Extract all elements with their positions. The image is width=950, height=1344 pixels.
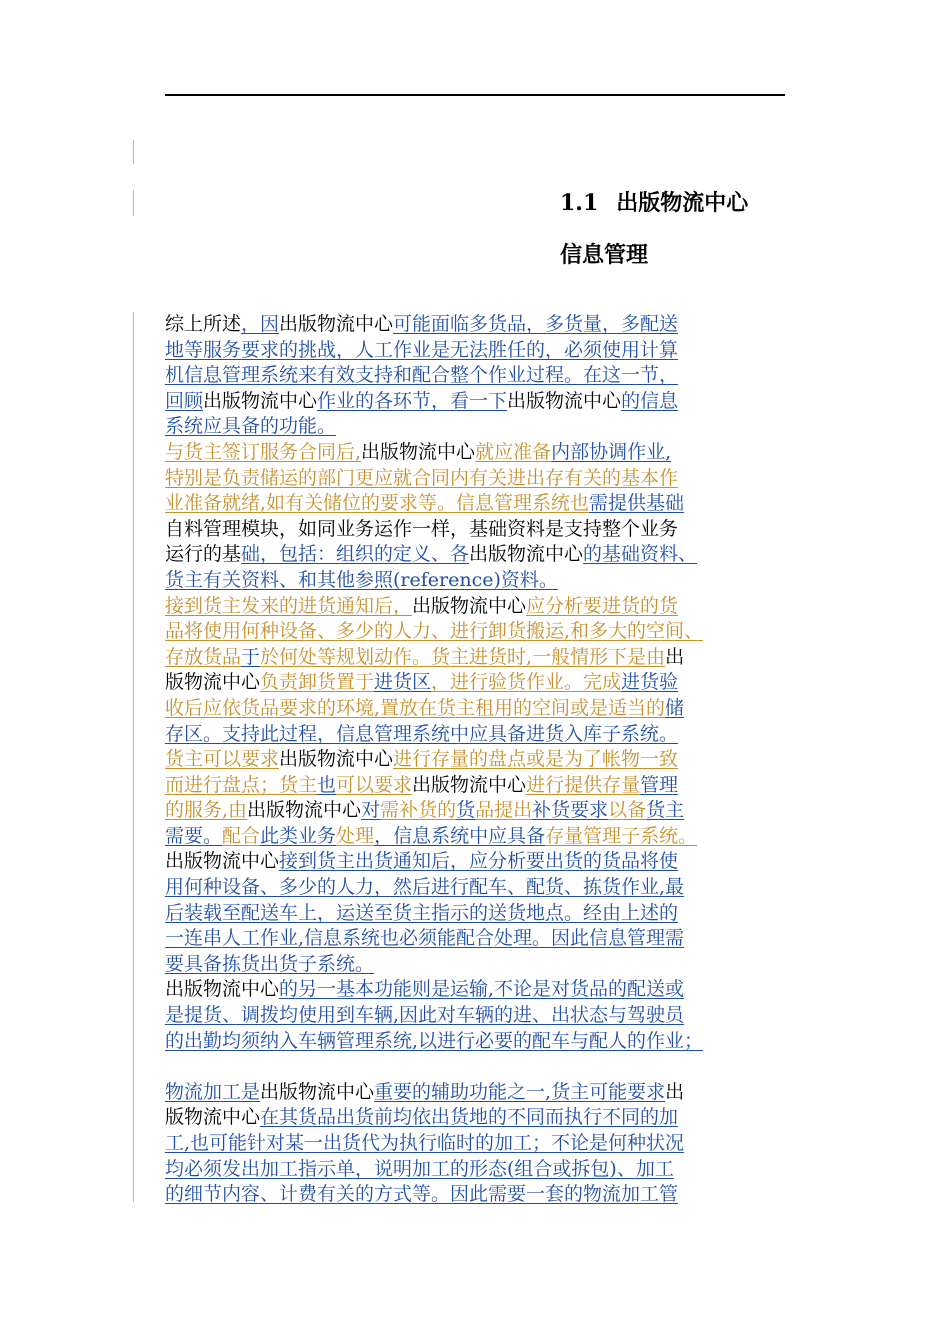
- plain-text-run: 出版物流中心: [412, 594, 527, 617]
- tracked-change-run: 要具备拣货出货子系统。: [165, 952, 375, 975]
- text-line: [165, 722, 805, 748]
- tracked-change-run: ，因: [241, 313, 280, 335]
- tracked-change-run: 需要。: [165, 824, 223, 847]
- tracked-change-run: 工,也可能针对某一出货代为执行临时的加工；不论是何种状况: [165, 1132, 685, 1154]
- revision-bar: [133, 140, 134, 164]
- tracked-change-run: 品提出: [475, 799, 533, 822]
- tracked-change-run: 负责卸货置于: [260, 671, 375, 694]
- tracked-change-run: 也: [317, 773, 337, 796]
- text-line: [165, 542, 805, 568]
- text-line: [165, 798, 805, 824]
- tracked-change-run: 存区。支持此过程，信息管理系统中应具备进货入库子系统。: [165, 722, 679, 745]
- tracked-change-run: 回顾: [165, 389, 204, 412]
- plain-text-run: 自料管理模块，如同业务运作一样，基础资料是支持整个业务: [165, 517, 679, 540]
- tracked-change-run: 收后应依货品要求的环境,置放在货主租用的空间或是适当的: [165, 696, 666, 719]
- text-line: [165, 1080, 805, 1106]
- tracked-change-run: 的基础资料、: [583, 543, 698, 566]
- text-line: [165, 517, 805, 543]
- tracked-change-run: 物流加工是: [165, 1080, 261, 1103]
- tracked-change-run: 作业的各环节，看一下: [317, 389, 508, 412]
- text-line: [165, 849, 805, 875]
- tracked-change-run: 础，包括：组织的定义、各: [241, 543, 470, 566]
- text-line: [165, 773, 805, 799]
- plain-text-run: 出: [665, 645, 685, 668]
- tracked-change-run: 可以要求: [336, 773, 413, 796]
- text-line: [165, 466, 805, 492]
- text-line: [165, 1054, 805, 1080]
- tracked-change-run: 一连串人工作业,信息系统也必须能配合处理。因此信息管理需: [165, 927, 685, 950]
- text-line: [165, 389, 805, 415]
- text-line: [165, 1182, 805, 1208]
- text-line: [165, 670, 805, 696]
- section-title-line2: 信息管理: [560, 242, 649, 268]
- tracked-change-run: 的出勤均须纳入车辆管理系统,以进行必要的配车与配人的作业；: [165, 1029, 704, 1052]
- plain-text-run: 出版物流中心: [469, 543, 584, 566]
- tracked-change-run: 存放货品: [165, 645, 242, 668]
- text-line: [165, 1105, 805, 1131]
- tracked-change-run: 内部协调作业,: [551, 440, 672, 463]
- tracked-change-run: 用何种设备、多少的人力，然后进行配车、配货、拣货作业,最: [165, 876, 685, 899]
- plain-text-run: 出版物流中心: [165, 978, 280, 1001]
- tracked-change-run: 重要的辅助功能之一,货主可能要求: [374, 1080, 666, 1103]
- plain-text-run: 版物流中心: [165, 1106, 261, 1129]
- tracked-change-run: 于: [241, 645, 261, 668]
- tracked-change-run: 品将使用何种设备、多少的人力、进行卸货搬运,和多大的空间、: [165, 620, 704, 643]
- text-line: [165, 594, 805, 620]
- text-line: [165, 696, 805, 722]
- section-heading: [560, 188, 748, 218]
- tracked-change-run: 进行存量的盘点或是为了帐物一致: [393, 748, 679, 771]
- tracked-change-run: 接到货主出货通知后，应分析要出货的货品将使: [279, 850, 679, 873]
- tracked-change-run: 的细节内容、计费有关的方式等。因此需要一套的物流加工管: [165, 1183, 679, 1206]
- tracked-change-run: 系统应具备的功能。: [165, 415, 337, 438]
- tracked-change-run: 配合: [222, 824, 261, 847]
- plain-text-run: 出版物流中心: [412, 773, 527, 796]
- text-line: [165, 338, 805, 364]
- tracked-change-run: 管理: [640, 773, 679, 796]
- plain-text-run: 出版物流中心: [260, 1080, 375, 1103]
- tracked-change-run: 对: [361, 799, 381, 822]
- text-line: [165, 619, 805, 645]
- section-number: 1.1: [560, 190, 599, 216]
- text-line: [165, 645, 805, 671]
- tracked-change-run: 需补货的: [380, 799, 457, 822]
- text-line: [165, 952, 805, 978]
- tracked-change-run: 的信息: [621, 389, 679, 412]
- revision-bar: [133, 312, 134, 1202]
- plain-text-run: 运行的基: [165, 543, 242, 566]
- text-line: [165, 414, 805, 440]
- text-line: [165, 875, 805, 901]
- text-line: [165, 568, 805, 594]
- plain-text-run: 出版物流中心: [361, 440, 476, 463]
- tracked-change-run: 储: [665, 696, 685, 719]
- tracked-change-run: 补货要求: [532, 799, 609, 822]
- tracked-change-run: 特别是负责储运的部门更应就合同内有关进出存有关的基本作: [165, 466, 679, 489]
- tracked-change-run: 需提供基础: [589, 492, 685, 515]
- tracked-change-run: ，信息系统中应具备: [374, 824, 546, 847]
- text-line: [165, 491, 805, 517]
- plain-text-run: 出: [665, 1080, 685, 1103]
- text-line: [165, 1003, 805, 1029]
- tracked-change-run: 进货区: [374, 671, 432, 694]
- section-title-line1: 出版物流中心: [616, 190, 749, 216]
- plain-text-run: 综上所述: [165, 313, 242, 335]
- plain-text-run: 版物流中心: [165, 671, 261, 694]
- text-line: [165, 977, 805, 1003]
- tracked-change-run: 货主有关资料、和其他参照(reference)资料。: [165, 568, 558, 591]
- tracked-change-run: 后装载至配送车上，运送至货主指示的送货地点。经由上述的: [165, 901, 679, 924]
- text-line: [165, 747, 805, 773]
- plain-text-run: 出版物流中心: [279, 748, 394, 771]
- text-line: [165, 824, 805, 850]
- tracked-change-run: 是提货、调拨均使用到车辆,因此对车辆的进、出状态与驾驶员: [165, 1004, 685, 1027]
- text-line: [165, 312, 805, 338]
- tracked-change-run: 在其货品出货前均依出货地的不同而执行不同的加: [260, 1106, 679, 1129]
- tracked-change-run: 可能面临多货品，多货量，多配送: [393, 313, 679, 335]
- tracked-change-run: 就应准备: [475, 440, 552, 463]
- tracked-change-run: 於何处等规划动作。货主进货时,一般情形下是由: [260, 645, 666, 668]
- tracked-change-run: 存量管理子系统。: [545, 824, 698, 847]
- tracked-change-run: 应分析要进货的货: [526, 594, 679, 617]
- tracked-change-run: 机信息管理系统来有效支持和配合整个作业过程。在这一节，: [165, 364, 679, 387]
- tracked-change-run: 进货验: [621, 671, 679, 694]
- tracked-change-run: 货: [456, 799, 476, 822]
- plain-text-run: 出版物流中心: [247, 799, 362, 822]
- tracked-change-run: 与货主签订服务合同后,: [165, 440, 362, 463]
- body-text: [165, 312, 805, 1208]
- text-line: [165, 1029, 805, 1055]
- tracked-change-run: 的另一基本功能则是运输,不论是对货品的配送或: [279, 978, 685, 1001]
- tracked-change-run: 而进行盘点；货主: [165, 773, 318, 796]
- tracked-change-run: 接到货主发来的进货通知后，: [165, 594, 413, 617]
- tracked-change-run: 以备: [608, 799, 647, 822]
- text-line: [165, 1131, 805, 1157]
- tracked-change-run: 业准备就绪,如有关储位的要求等。信息管理系统也: [165, 492, 590, 515]
- plain-text-run: 出版物流中心: [279, 313, 394, 335]
- tracked-change-run: 的服务,由: [165, 799, 248, 822]
- tracked-change-run: 货主可以要求: [165, 748, 280, 771]
- plain-text-run: 出版物流中心: [165, 850, 280, 873]
- header-rule: [165, 94, 785, 96]
- text-line: [165, 440, 805, 466]
- tracked-change-run: 均必须发出加工指示单，说明加工的形态(组合或拆包)、加工: [165, 1157, 674, 1180]
- tracked-change-run: 此类业务: [260, 824, 337, 847]
- revision-bar: [133, 190, 134, 216]
- tracked-change-run: 地等服务要求的挑战，人工作业是无法胜任的，必须使用计算: [165, 338, 679, 361]
- tracked-change-run: ，进行验货作业。完成: [431, 671, 622, 694]
- plain-text-run: 出版物流中心: [507, 389, 622, 412]
- text-line: [165, 363, 805, 389]
- tracked-change-run: 进行提供存量: [526, 773, 641, 796]
- tracked-change-run: 处理: [336, 824, 375, 847]
- plain-text-run: 出版物流中心: [203, 389, 318, 412]
- tracked-change-run: 货主: [646, 799, 685, 822]
- text-line: [165, 926, 805, 952]
- text-line: [165, 901, 805, 927]
- text-line: [165, 1157, 805, 1183]
